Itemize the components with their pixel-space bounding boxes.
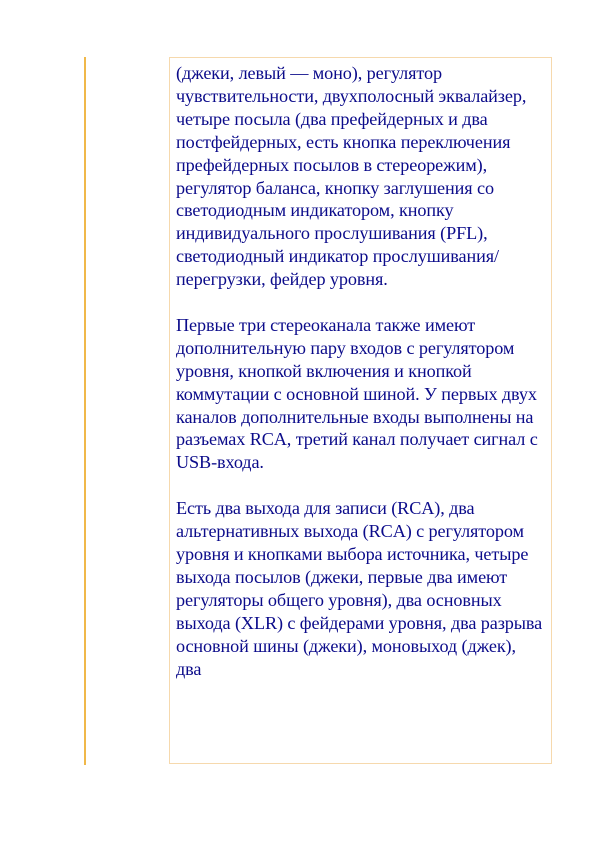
- paragraph-2: Первые три стереоканала также имеют дополнительную пару входов с регулятором уровня, кнопкой включения и кнопкой коммутации с основной шиной. У первых двух каналов дополнительные входы выполнены на разъемах RCA, третий канал получает сигнал с USB-входа.: [176, 314, 538, 473]
- margin-accent-rule: [84, 57, 86, 765]
- paragraph-3: Есть два выхода для записи (RCA), два альтернативных выхода (RCA) с регулятором уровня и кнопками выбора источника, четыре выхода посылов (джеки, первые два имеют регуляторы общего уровня), два основных выхода (XLR) с фейдерами уровня, два разрыва основной шины (джеки), моновыход (джек), два: [176, 498, 543, 679]
- text-frame: [169, 57, 552, 764]
- paragraph-1: (джеки, левый — моно), регулятор чувствительности, двухполосный эквалайзер, четыре посыла (два префейдерных и два постфейдерных, есть кнопка переключения префейдерных посылов в стереорежим), регулятор баланса, кнопку заглушения со светодиодным индикатором, кнопку индивидуального прослушивания (PFL), светодиодный индикатор прослушивания/перегрузки, фейдер уровня.: [176, 63, 527, 290]
